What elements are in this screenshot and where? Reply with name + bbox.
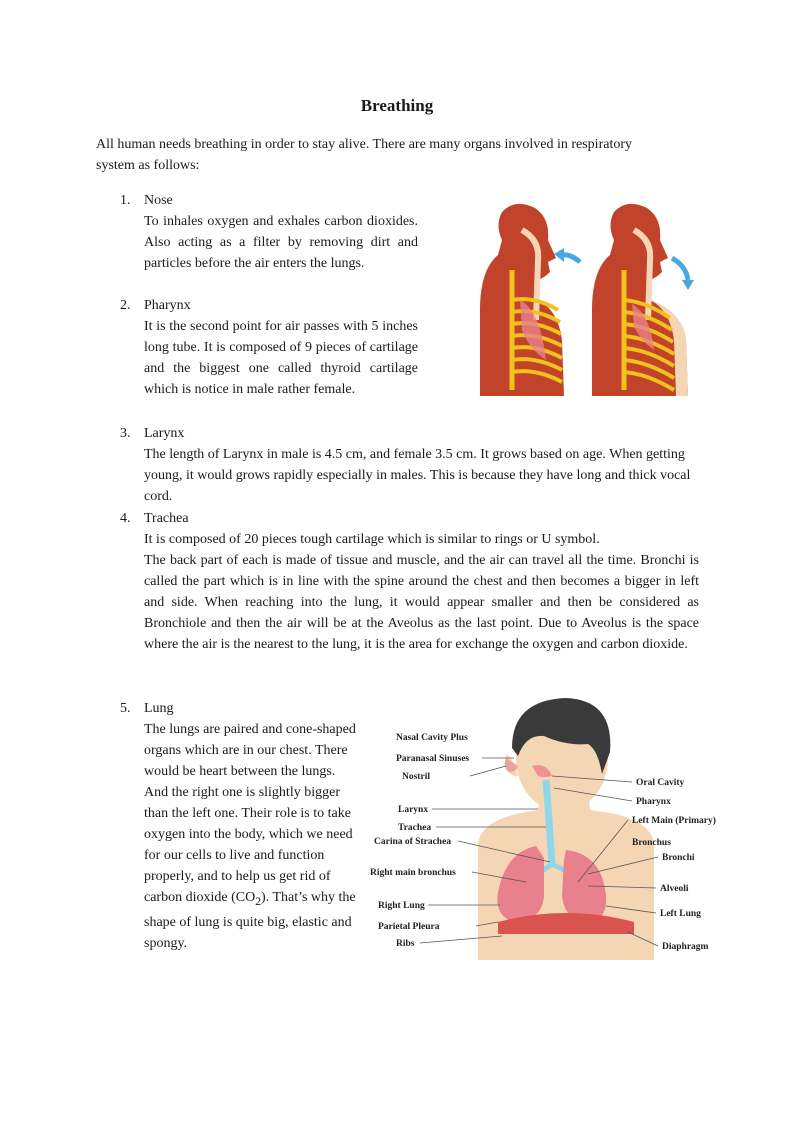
intro-paragraph: All human needs breathing in order to stay alive. There are many organs involved in respiratory system as follows:	[96, 137, 632, 173]
label-larynx: Larynx	[398, 805, 429, 815]
label-right-lung: Right Lung	[378, 901, 425, 911]
label-left-main: Left Main (Primary)	[632, 816, 716, 826]
item-number-3: 3.	[120, 426, 131, 441]
item-text-trachea-line1: It is composed of 20 pieces tough cartilage which is similar to rings or U symbol.	[144, 532, 600, 547]
item-number-2: 2.	[120, 298, 131, 313]
lung-text-after: ). That’s why the shape of lung is quite big, elastic and spongy.	[144, 890, 356, 951]
label-pharynx: Pharynx	[636, 797, 671, 807]
item-number-4: 4.	[120, 511, 131, 526]
label-right-main-bronchus: Right main bronchus	[370, 868, 456, 878]
item-text-larynx: The length of Larynx in male is 4.5 cm, and female 3.5 cm. It grows based on age. When getting young, it would grows rapidly especially in males. This is because they have long and thick vocal cord.	[144, 447, 691, 504]
breathing-illustration	[440, 200, 718, 396]
label-paranasal-sinuses: Paranasal Sinuses	[396, 754, 470, 764]
item-number-1: 1.	[120, 193, 131, 208]
item-text-nose: To inhales oxygen and exhales carbon dioxides. Also acting as a filter by removing dirt and particles before the air enters the lungs.	[144, 214, 418, 271]
label-left-lung: Left Lung	[660, 909, 701, 919]
item-heading-lung: Lung	[144, 701, 174, 716]
label-nostril: Nostril	[402, 772, 430, 782]
label-alveoli: Alveoli	[660, 884, 689, 894]
page-title: Breathing	[360, 96, 434, 115]
item-heading-larynx: Larynx	[144, 426, 185, 441]
exhale-figure	[592, 204, 694, 396]
item-heading-pharynx: Pharynx	[144, 298, 191, 313]
label-carina: Carina of Strachea	[374, 837, 452, 847]
label-ribs: Ribs	[396, 939, 415, 949]
label-oral-cavity: Oral Cavity	[636, 778, 685, 788]
item-number-5: 5.	[120, 701, 131, 716]
item-heading-trachea: Trachea	[144, 511, 189, 526]
co2-subscript: 2	[255, 894, 262, 908]
item-text-trachea: The back part of each is made of tissue and muscle, and the air can travel all the time. Bronchi is called the part which is in line with the spine around the chest and then becomes a bigger in left and side. When reaching into the lung, it would appear smaller and then be considered as Bronchiole and then the air will be at the Aveolus as the last point. Due to Aveolus is the space where the air is the nearest to the lung, it is the area for exchange the oxygen and carbon dioxide.	[144, 553, 699, 652]
label-trachea: Trachea	[398, 823, 432, 833]
lung-text-before: The lungs are paired and cone-shaped organs which are in our chest. There would be heart between the lungs. And the right one is slightly bigger than the left one. Their role is to take oxygen into the body, which we need for our cells to live and function properly, and to help us get rid of carbon dioxide (CO	[144, 722, 356, 905]
item-heading-nose: Nose	[144, 193, 173, 208]
label-bronchus: Bronchus	[632, 838, 671, 848]
inhale-figure	[480, 204, 580, 396]
item-text-pharynx: It is the second point for air passes with 5 inches long tube. It is composed of 9 pieces of cartilage and the biggest one called thyroid cartilage which is notice in male rather female.	[144, 319, 418, 397]
label-bronchi: Bronchi	[662, 853, 695, 863]
respiratory-diagram	[366, 696, 730, 960]
label-diaphragm: Diaphragm	[662, 942, 709, 952]
item-text-lung	[144, 719, 358, 954]
label-parietal-pleura: Parietal Pleura	[378, 922, 440, 932]
label-nasal-cavity: Nasal Cavity Plus	[396, 733, 468, 743]
